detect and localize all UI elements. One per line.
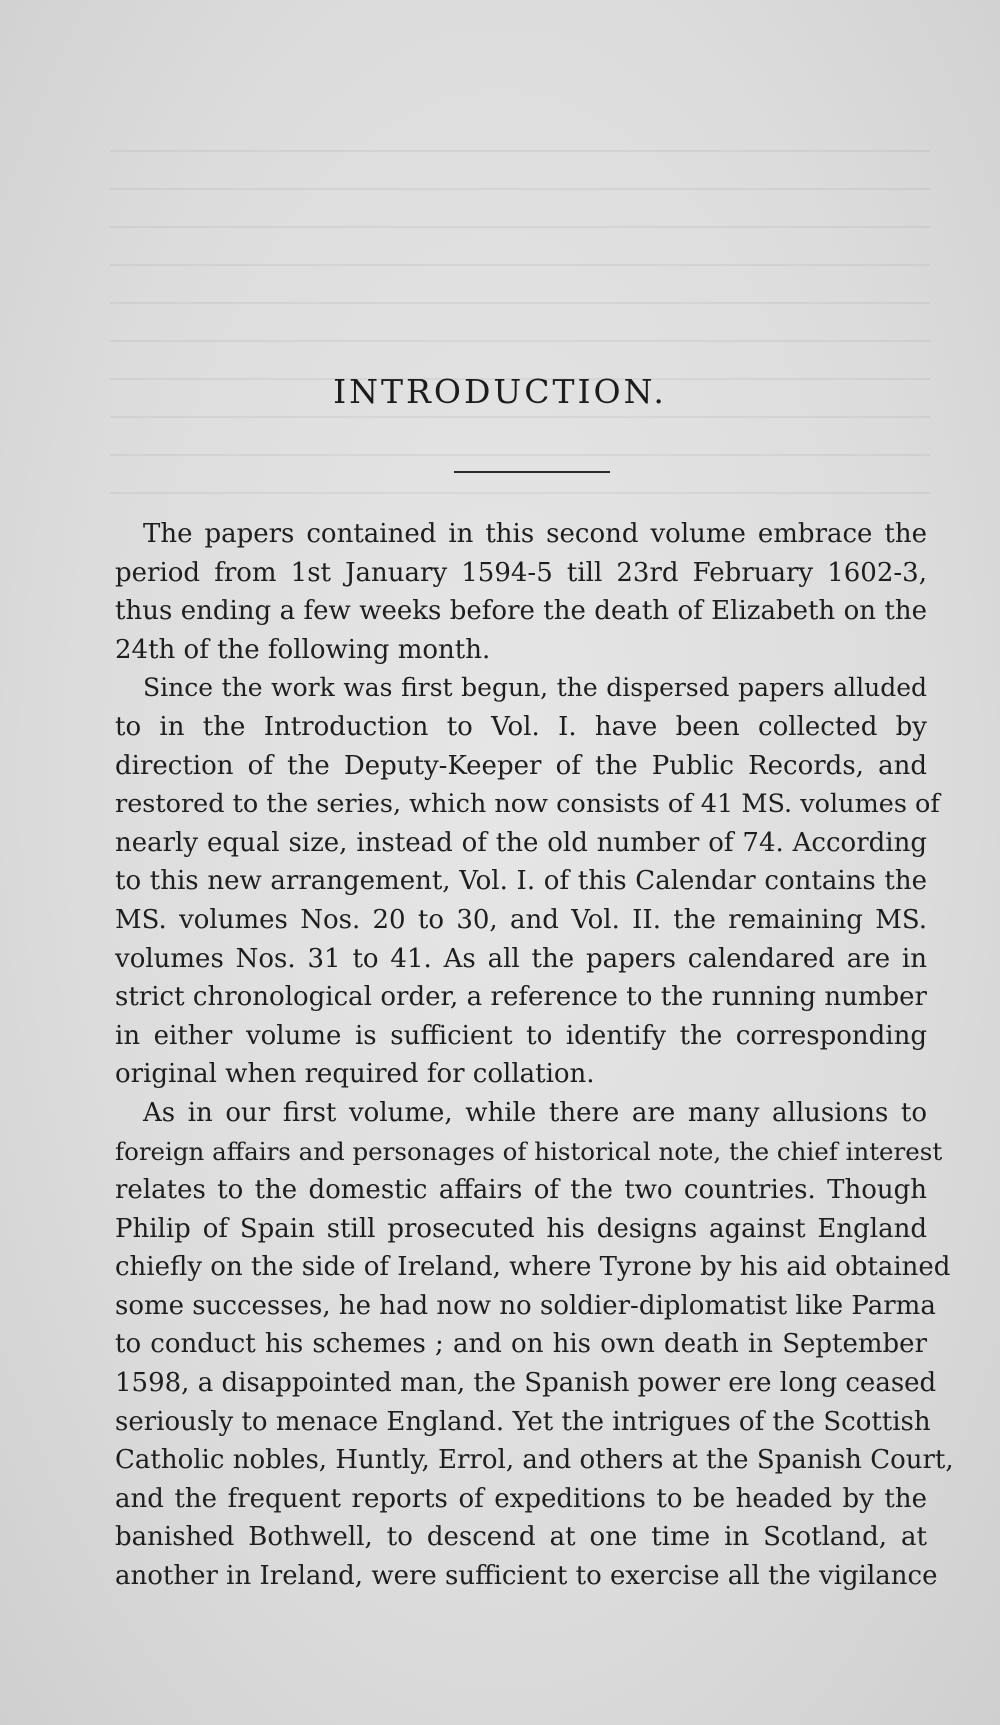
text-line: 1598, a disappointed man, the Spanish power ere long ceased: [115, 1368, 937, 1399]
text-line: 24th of the following month.: [115, 634, 491, 665]
text-line: nearly equal size, instead of the old number of 74. According: [115, 827, 927, 858]
text-line: some successes, he had now no soldier-diplomatist like Parma: [115, 1290, 936, 1321]
text-line: period from 1st January 1594-5 till 23rd February 1602-3,: [115, 557, 927, 588]
text-line: As in our first volume, while there are many allusions to: [143, 1097, 927, 1128]
text-line: restored to the series, which now consists of 41 MS. volumes of: [115, 789, 940, 820]
text-line: original when required for collation.: [115, 1059, 595, 1090]
text-line: to conduct his schemes ; and on his own death in September: [115, 1329, 927, 1360]
text-line: MS. volumes Nos. 20 to 30, and Vol. II. the remaining MS.: [115, 904, 927, 935]
paragraph: [115, 1094, 954, 1596]
text-line: relates to the domestic affairs of the two countries. Though: [115, 1175, 927, 1206]
text-line: another in Ireland, were sufficient to exercise all the vigilance: [115, 1561, 938, 1592]
text-line: seriously to menace England. Yet the intrigues of the Scottish: [115, 1406, 931, 1437]
body-text: [115, 515, 954, 1596]
text-line: chiefly on the side of Ireland, where Tyrone by his aid obtained: [115, 1252, 951, 1283]
text-line: and the frequent reports of expeditions to be headed by the: [115, 1483, 927, 1514]
text-line: Catholic nobles, Huntly, Errol, and others at the Spanish Court,: [115, 1445, 954, 1476]
text-line: Since the work was first begun, the dispersed papers alluded: [143, 673, 927, 703]
title-rule: [454, 471, 610, 473]
text-line: thus ending a few weeks before the death of Elizabeth on the: [115, 596, 927, 627]
paragraph: [115, 515, 927, 669]
text-line: strict chronological order, a reference to the running number: [115, 982, 927, 1013]
text-line: The papers contained in this second volume embrace the: [143, 519, 927, 549]
show-through-text: [110, 150, 930, 510]
text-line: to in the Introduction to Vol. I. have been collected by: [115, 711, 927, 742]
text-line: foreign affairs and personages of historical note, the chief interest: [115, 1136, 943, 1166]
text-line: direction of the Deputy-Keeper of the Public Records, and: [115, 750, 927, 781]
text-line: to this new arrangement, Vol. I. of this Calendar contains the: [115, 866, 927, 897]
paragraph: [115, 669, 940, 1094]
text-line: Philip of Spain still prosecuted his designs against England: [115, 1213, 927, 1244]
page-title: INTRODUCTION.: [333, 372, 667, 411]
text-line: volumes Nos. 31 to 41. As all the papers calendared are in: [115, 943, 927, 974]
text-line: in either volume is sufficient to identify the corresponding: [115, 1020, 927, 1051]
text-line: banished Bothwell, to descend at one time in Scotland, at: [115, 1522, 927, 1553]
